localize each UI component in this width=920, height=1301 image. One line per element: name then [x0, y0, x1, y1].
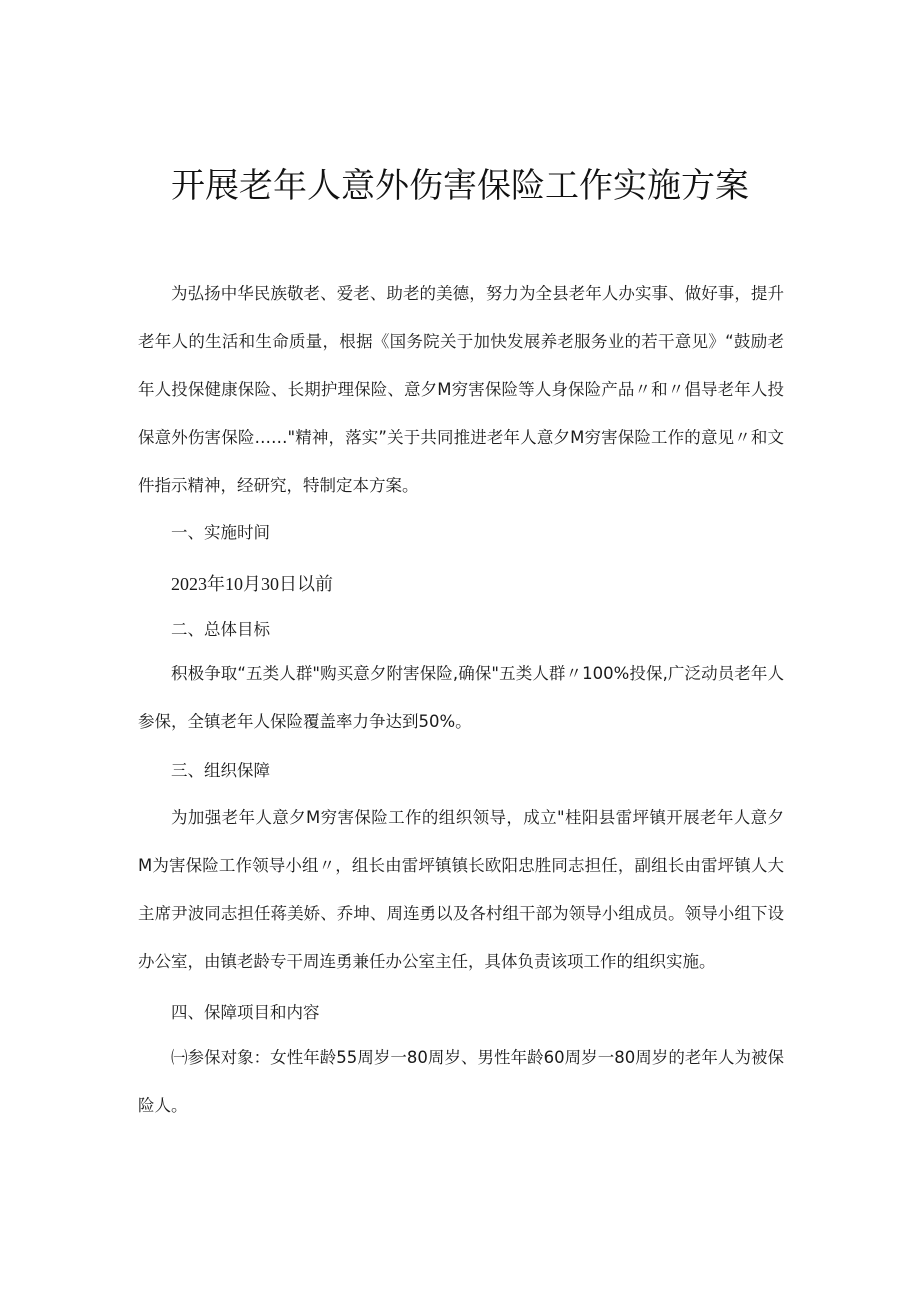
section-heading-coverage-items: 四、保障项目和内容 — [171, 1003, 320, 1022]
section-heading-overall-goal: 二、总体目标 — [171, 620, 270, 639]
section-heading-implementation-time: 一、实施时间 — [171, 523, 270, 542]
section-heading-organization: 三、组织保障 — [171, 761, 270, 780]
intro-paragraph: 为弘扬中华民族敬老、爱老、助老的美德，努力为全县老年人办实事、做好事，提升老年人的生活和生命质量，根据《国务院关于加快发展养老服务业的若干意见》“鼓励老年人投保健康保险、长期护理保险、意夕M穷害保险等人身保险产品〃和〃倡导老年人投保意外伤害保险……"精神，落实”关于共同推进老年人意夕M穷害保险工作的意见〃和文件指示精神，经研究，特制定本方案。 — [138, 284, 784, 495]
overall-goal-paragraph: 积极争取“五类人群"购买意夕附害保险,确保"五类人群〃100%投保,广泛动员老年人参保，全镇老年人保险覆盖率力争达到50%。 — [138, 664, 784, 731]
organization-paragraph: 为加强老年人意夕M穷害保险工作的组织领导，成立"桂阳县雷坪镇开展老年人意夕M为害保险工作领导小组〃，组长由雷坪镇镇长欧阳忠胜同志担任，副组长由雷坪镇人大主席尹波同志担任蒋美娇、乔坤、周连勇以及各村组干部为领导小组成员。领导小组下设办公室，由镇老龄专干周连勇兼任办公室主任，具体负责该项工作的组织实施。 — [138, 808, 784, 971]
insured-scope-paragraph: ㈠参保对象：女性年龄55周岁一80周岁、男性年龄60周岁一80周岁的老年人为被保险人。 — [138, 1048, 784, 1115]
implementation-date: 2023年10月30日以前 — [171, 574, 333, 594]
document-title: 开展老年人意外伤害保险工作实施方案 — [171, 166, 749, 206]
